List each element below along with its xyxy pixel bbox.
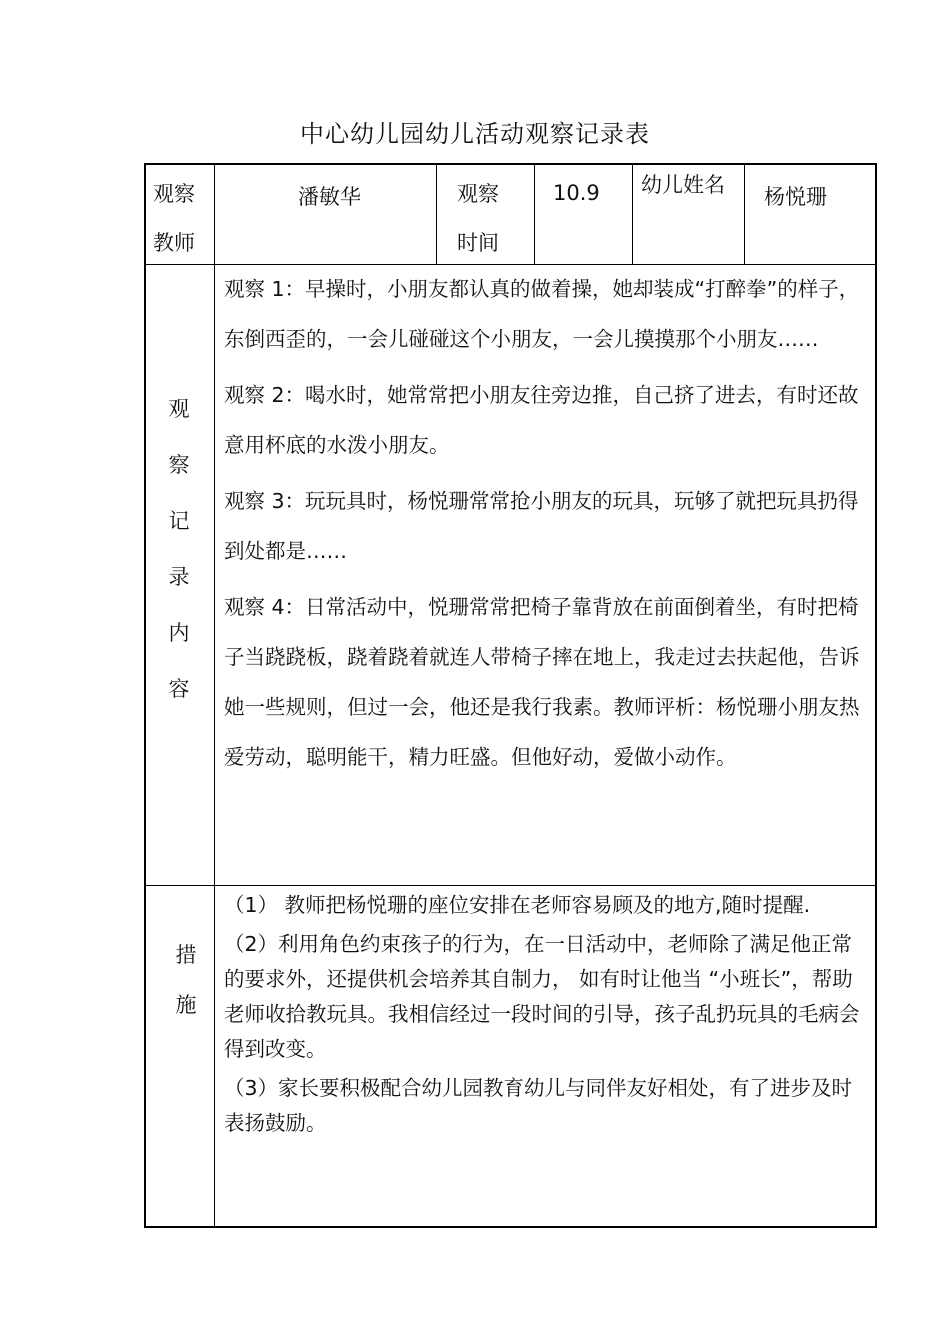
observation-paragraph: 观察 3：玩玩具时，杨悦珊常常抢小朋友的玩具，玩够了就把玩具扔得到处都是…… (224, 489, 859, 563)
measures-content (224, 888, 869, 1141)
child-name-label: 幼儿姓名 (641, 173, 725, 197)
measures-label-char: 施 (175, 993, 197, 1017)
record-label-char: 观 (168, 397, 190, 421)
child-name: 杨悦珊 (764, 185, 827, 209)
record-label-char: 容 (168, 677, 190, 701)
teacher-label (153, 170, 195, 268)
measure-paragraph: （3）家长要积极配合幼儿园教育幼儿与同伴友好相处，有了进步及时表扬鼓励。 (224, 1076, 853, 1135)
observation-paragraph: 观察 1：早操时，小朋友都认真的做着操，她却装成“打醉拳”的样子，东倒西歪的，一会儿碰碰这个小朋友，一会儿摸摸那个小朋友…… (224, 277, 860, 351)
measures-label (169, 930, 203, 1030)
observation-paragraph: 观察 2：喝水时，她常常把小朋友往旁边推，自己挤了进去，有时还故意用杯底的水泼小朋友。 (224, 383, 859, 457)
record-label-char: 内 (168, 621, 190, 645)
table-border-bottom (144, 1226, 876, 1228)
time-label-line-2: 时间 (457, 231, 499, 255)
record-label-char: 察 (168, 453, 190, 477)
table-rule-record (144, 885, 876, 886)
table-rule-h4 (744, 163, 745, 265)
record-content (224, 264, 869, 782)
record-label-char: 记 (168, 509, 190, 533)
measure-paragraph: （2）利用角色约束孩子的行为，在一日活动中，老师除了满足他正常的要求外，还提供机会培养其自制力， 如有时让他当 “小班长”，帮助老师收拾教玩具。我相信经过一段时间的引导，孩子乱扔玩具的毛病会得到改变。 (224, 932, 860, 1061)
table-border-left (144, 163, 146, 1228)
table-border-right (875, 163, 877, 1228)
teacher-label-line-2: 教师 (153, 231, 195, 255)
measure-paragraph: （1） 教师把杨悦珊的座位安排在老师容易顾及的地方,随时提醒. (224, 893, 811, 917)
time-label-line-1: 观察 (457, 182, 499, 206)
table-rule-label-col (214, 163, 215, 1228)
measures-label-char: 措 (175, 943, 197, 967)
table-rule-h1 (436, 163, 437, 265)
record-label (162, 381, 196, 717)
table-rule-h2 (534, 163, 535, 265)
time-label (457, 170, 499, 268)
record-label-char: 录 (168, 565, 190, 589)
time-value: 10.9 (553, 181, 600, 205)
teacher-label-line-1: 观察 (153, 182, 195, 206)
page-title: 中心幼儿园幼儿活动观察记录表 (300, 120, 650, 148)
teacher-name: 潘敏华 (298, 185, 361, 209)
observation-paragraph: 观察 4：日常活动中，悦珊常常把椅子靠背放在前面倒着坐，有时把椅子当跷跷板，跷着跷着就连人带椅子摔在地上，我走过去扶起他，告诉她一些规则，但过一会，他还是我行我素。教师评析：杨悦珊小朋友热爱劳动，聪明能干，精力旺盛。但他好动，爱做小动作。 (224, 595, 860, 769)
table-border-top (144, 163, 876, 165)
table-rule-h3 (632, 163, 633, 265)
